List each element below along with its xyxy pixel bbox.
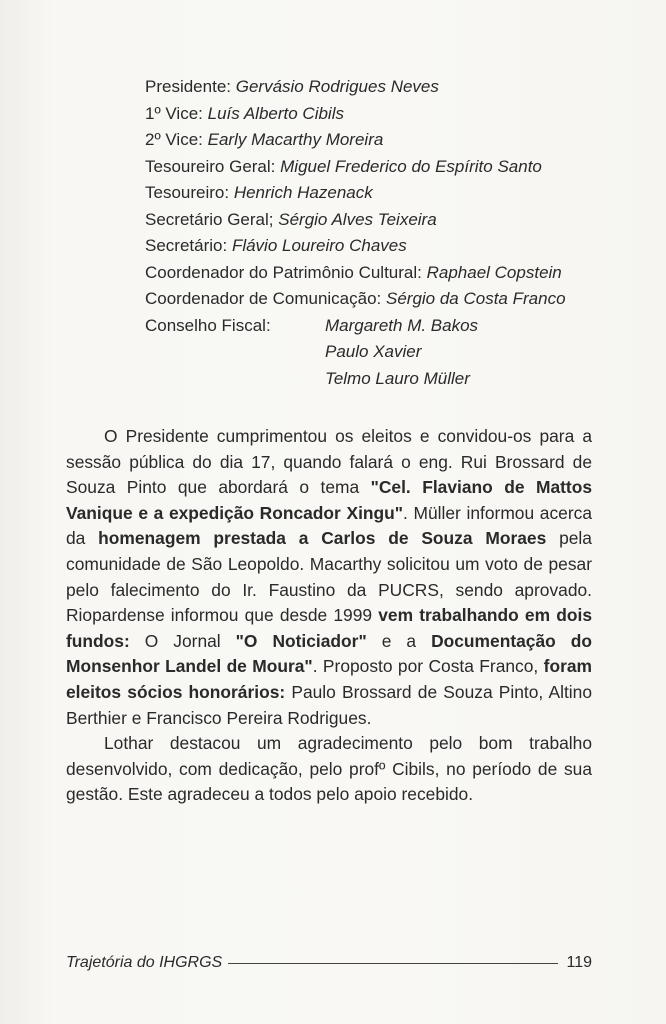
officer-role: Coordenador do Patrimônio Cultural: bbox=[145, 262, 427, 282]
officer-name: Gervásio Rodrigues Neves bbox=[235, 77, 439, 96]
bold-run: "O Noticiador" bbox=[235, 630, 367, 651]
footer-rule bbox=[228, 963, 558, 964]
page-number: 119 bbox=[566, 954, 592, 971]
officer-role: Coordenador de Comunicação: bbox=[145, 289, 386, 308]
bold-run: homenagem prestada a Carlos de Souza Moraes bbox=[98, 528, 547, 549]
officer-row bbox=[145, 74, 625, 101]
fiscal-member: Telmo Lauro Müller bbox=[325, 368, 470, 388]
bold-run: foram eleitos sócios honorários: bbox=[66, 656, 592, 702]
bold-run: "Cel. Flaviano de Mattos Vanique e a expedição Roncador Xingu" bbox=[66, 477, 592, 523]
text-run: . Proposto por Costa Franco, bbox=[312, 656, 544, 677]
conselho-fiscal-members bbox=[325, 313, 478, 393]
officer-row bbox=[145, 127, 625, 154]
fiscal-member: Margareth M. Bakos bbox=[325, 315, 479, 335]
officers-list bbox=[145, 74, 625, 392]
conselho-fiscal bbox=[145, 313, 625, 393]
text-run: O Presidente cumprimentou os eleitos e convidou-os para a sessão pública do dia 17, quando falará o eng. Rui Brossard de Souza Pinto que abordará o tema bbox=[66, 426, 592, 498]
officer-name: Luís Alberto Cibils bbox=[207, 103, 344, 123]
officer-role: Secretário: bbox=[145, 236, 232, 255]
paragraph-assembly bbox=[66, 424, 592, 731]
officer-role: Tesoureiro: bbox=[145, 183, 234, 202]
officer-row bbox=[145, 180, 625, 207]
officer-role: 1º Vice: bbox=[145, 103, 208, 123]
page-footer bbox=[66, 954, 592, 972]
text-run: . Müller informou acerca da bbox=[66, 502, 592, 549]
officer-role: 2º Vice: bbox=[145, 130, 208, 149]
officer-name: Early Macarthy Moreira bbox=[207, 130, 384, 149]
officer-name: Miguel Frederico do Espírito Santo bbox=[280, 156, 542, 176]
officer-name: Sérgio da Costa Franco bbox=[385, 289, 566, 308]
minutes-text bbox=[66, 424, 592, 808]
officer-row bbox=[145, 286, 625, 313]
fiscal-member: Paulo Xavier bbox=[325, 342, 422, 361]
officer-role: Presidente: bbox=[145, 77, 236, 96]
officer-name: Henrich Hazenack bbox=[233, 183, 373, 202]
officer-row bbox=[145, 233, 625, 260]
officer-row bbox=[145, 101, 625, 128]
officer-row bbox=[145, 154, 625, 181]
text-run: Paulo Brossard de Souza Pinto, Altino Berthier e Francisco Pereira Rodrigues. bbox=[66, 681, 592, 728]
officer-row bbox=[145, 207, 625, 234]
officer-role: Tesoureiro Geral: bbox=[145, 156, 281, 176]
conselho-fiscal-label: Conselho Fiscal: bbox=[145, 315, 271, 335]
bold-run: Documentação do Monsenhor Landel de Moura" bbox=[66, 630, 592, 677]
text-run: O Jornal bbox=[129, 630, 236, 651]
officer-name: Flávio Loureiro Chaves bbox=[231, 236, 407, 255]
officer-role: Secretário Geral; bbox=[145, 209, 279, 229]
running-title: Trajetória do IHGRGS bbox=[66, 954, 223, 971]
officer-name: Sérgio Alves Teixeira bbox=[278, 209, 437, 229]
officer-row bbox=[145, 260, 625, 287]
paragraph-thanks: Lothar destacou um agradecimento pelo bom trabalho desenvolvido, com dedicação, pelo profº Cibils, no período de sua gestão. Este agradeceu a todos pelo apoio recebido. bbox=[66, 733, 592, 805]
text-run: pela comunidade de São Leopoldo. Macarthy solicitou um voto de pesar pelo falecimento do Ir. Faustino da PUCRS, sendo aprovado. Riopardense informou que desde 1999 bbox=[66, 528, 592, 626]
text-run: e a bbox=[366, 630, 432, 651]
bold-run: vem trabalhando em dois fundos: bbox=[66, 605, 592, 651]
officer-name: Raphael Copstein bbox=[426, 262, 562, 282]
